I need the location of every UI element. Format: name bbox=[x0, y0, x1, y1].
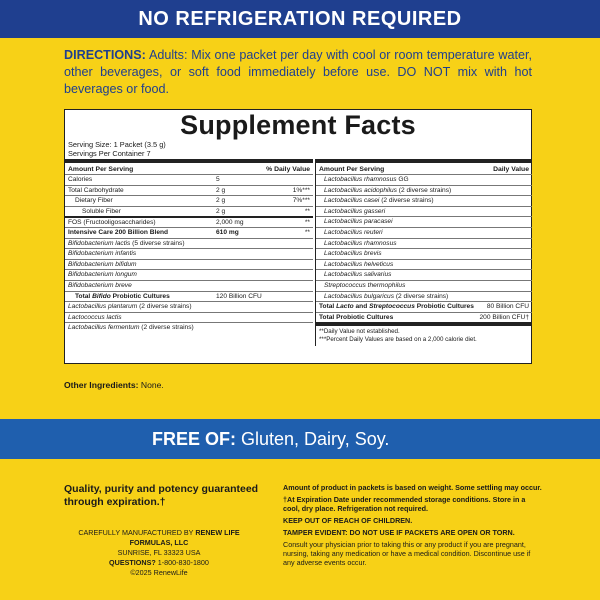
facts-row-name: Lactobacillus acidophilus (2 diverse strains) bbox=[324, 186, 452, 194]
facts-row-amount: 610 mg bbox=[216, 228, 239, 236]
total-probiotic-label: Total Probiotic Cultures bbox=[319, 313, 394, 321]
facts-row-name: Lactobacillus fermentum (2 diverse strains) bbox=[68, 324, 194, 332]
facts-row bbox=[316, 280, 532, 291]
facts-row bbox=[316, 238, 532, 249]
serving-size: Serving Size: 1 Packet (3.5 g) bbox=[68, 140, 166, 149]
facts-row bbox=[65, 227, 313, 238]
facts-row-name: Bifidobacterium breve bbox=[68, 281, 132, 289]
questions-line: QUESTIONS? 1-800-830-1800 bbox=[109, 558, 209, 567]
facts-row bbox=[65, 259, 313, 270]
facts-row-name: Soluble Fiber bbox=[82, 207, 121, 215]
facts-row bbox=[316, 216, 532, 227]
total-lacto-label: Total Lacto and Streptococcus Probiotic Cultures bbox=[319, 303, 474, 311]
copyright: ©2025 RenewLife bbox=[130, 568, 188, 577]
other-ingredients-value: None. bbox=[138, 380, 164, 390]
facts-row-name: Total Carbohydrate bbox=[68, 186, 124, 194]
facts-row-name: Bifidobacterium lactis (5 diverse strains) bbox=[68, 239, 185, 247]
left-column-header bbox=[65, 159, 313, 174]
right-header-dv: Daily Value bbox=[493, 166, 529, 173]
footnotes bbox=[316, 322, 532, 346]
note-consult: Consult your physician prior to taking this or any product if you are pregnant, nursing, taking any medication or have a medical condition. Discontinue use if any adverse events occur. bbox=[283, 540, 531, 567]
facts-row bbox=[316, 269, 532, 280]
facts-row bbox=[65, 312, 313, 323]
facts-row-amount: 2 g bbox=[216, 207, 226, 215]
facts-row-name: Lactobacillus gasseri bbox=[324, 207, 386, 215]
other-ingredients bbox=[64, 380, 164, 390]
facts-row-name: FOS (Fructooligosaccharides) bbox=[68, 219, 156, 227]
total-lacto-amount: 80 Billion CFU bbox=[486, 303, 529, 311]
note-settling: Amount of product in packets is based on weight. Some settling may occur. bbox=[283, 483, 542, 492]
facts-title: Supplement Facts bbox=[180, 110, 416, 140]
note-expiration: †At Expiration Date under recommended storage conditions. Store in a cool, dry place. Refrigeration not required. bbox=[283, 495, 526, 513]
facts-row-name: Calories bbox=[68, 176, 93, 183]
manufacturer-line: CAREFULLY MANUFACTURED BY RENEW LIFE FORMULAS, LLC bbox=[78, 528, 240, 547]
note-keep-out: KEEP OUT OF REACH OF CHILDREN. bbox=[283, 516, 413, 525]
facts-row-dv bbox=[274, 175, 310, 185]
facts-row-name: Lactobacillus bulgaricus (2 diverse strains) bbox=[324, 292, 449, 300]
manufacturer-info bbox=[64, 528, 254, 578]
facts-row bbox=[65, 280, 313, 291]
free-of-value: Gluten, Dairy, Soy. bbox=[236, 429, 390, 449]
facts-row-amount: 5 bbox=[216, 176, 220, 183]
facts-row-dv: ** bbox=[304, 219, 310, 227]
facts-row bbox=[65, 322, 313, 333]
facts-row bbox=[65, 291, 313, 302]
facts-row bbox=[65, 174, 313, 185]
quality-guarantee: Quality, purity and potency guaranteed through expiration.† bbox=[64, 483, 259, 508]
facts-row bbox=[316, 174, 532, 185]
facts-right-column bbox=[315, 159, 532, 346]
storage-notes bbox=[283, 483, 543, 570]
facts-row-name: Lactobacillus paracasei bbox=[324, 218, 393, 226]
left-header-dv: % Daily Value bbox=[266, 166, 310, 173]
footnote-percent-dv: ***Percent Daily Values are based on a 2,000 calorie diet. bbox=[319, 336, 477, 344]
facts-row bbox=[65, 216, 313, 227]
facts-row-name: Lactobacillus plantarum (2 diverse strains) bbox=[68, 303, 192, 311]
facts-row bbox=[316, 259, 532, 270]
facts-row bbox=[316, 291, 532, 302]
facts-row-name: Lactococcus lactis bbox=[68, 313, 122, 321]
free-of-label: FREE OF: bbox=[152, 429, 236, 449]
facts-row-amount: 2,000 mg bbox=[216, 219, 244, 227]
facts-row-name: Intensive Care 200 Billion Blend bbox=[68, 228, 169, 236]
directions-text: Adults: Mix one packet per day with cool or room temperature water, other beverages, or soft food immediately before use. DO NOT mix with hot beverages or food. bbox=[64, 48, 532, 96]
facts-row-dv: 1%*** bbox=[292, 186, 310, 194]
facts-row bbox=[65, 195, 313, 206]
facts-row-name: Lactobacillus reuteri bbox=[324, 228, 383, 236]
free-of-band bbox=[0, 419, 600, 459]
facts-row bbox=[65, 301, 313, 312]
facts-row-name: Lactobacillus casei (2 diverse strains) bbox=[324, 197, 434, 205]
other-ingredients-label: Other Ingredients: bbox=[64, 380, 139, 390]
facts-left-column bbox=[65, 159, 313, 333]
facts-row-name: Dietary Fiber bbox=[75, 197, 113, 205]
total-lacto-row bbox=[316, 301, 532, 312]
facts-row-name: Bifidobacterium infantis bbox=[68, 250, 137, 258]
facts-row-name: Lactobacillus salivarius bbox=[324, 271, 392, 279]
directions-label: DIRECTIONS: bbox=[64, 48, 146, 62]
facts-row-name: Lactobacillus rhamnosus bbox=[324, 239, 397, 247]
facts-row-amount: 2 g bbox=[216, 186, 226, 194]
servings-per-container: Servings Per Container 7 bbox=[68, 149, 151, 158]
directions bbox=[64, 47, 532, 98]
facts-row bbox=[316, 195, 532, 206]
facts-row bbox=[316, 206, 532, 217]
facts-row-dv: 7%*** bbox=[292, 197, 310, 205]
facts-row-dv: ** bbox=[304, 207, 310, 215]
footnote-dv-not-established: **Daily Value not established. bbox=[319, 328, 400, 336]
facts-row-dv: ** bbox=[304, 228, 310, 236]
total-probiotic-amount: 200 Billion CFU† bbox=[479, 313, 529, 321]
right-header-amount: Amount Per Serving bbox=[319, 166, 385, 173]
facts-row bbox=[65, 206, 313, 217]
facts-row-name: Lactobacillus rhamnosus GG bbox=[324, 176, 409, 183]
facts-row-amount: 120 Billion CFU bbox=[216, 292, 262, 300]
facts-row bbox=[65, 185, 313, 196]
top-banner: NO REFRIGERATION REQUIRED bbox=[0, 0, 600, 38]
facts-row bbox=[316, 185, 532, 196]
facts-row bbox=[65, 248, 313, 259]
facts-row-name: Lactobacillus helveticus bbox=[324, 260, 394, 268]
facts-row bbox=[65, 238, 313, 249]
supplement-facts-panel bbox=[64, 109, 532, 364]
facts-row-name: Bifidobacterium longum bbox=[68, 271, 137, 279]
facts-row-name: Total Bifido Probiotic Cultures bbox=[75, 292, 170, 300]
facts-row bbox=[65, 269, 313, 280]
facts-row-name: Bifidobacterium bifidum bbox=[68, 260, 137, 268]
note-tamper: TAMPER EVIDENT: DO NOT USE IF PACKETS ARE OPEN OR TORN. bbox=[283, 528, 515, 537]
facts-row bbox=[316, 248, 532, 259]
left-header-amount: Amount Per Serving bbox=[68, 166, 134, 173]
manufacturer-address: SUNRISE, FL 33323 USA bbox=[117, 548, 201, 557]
facts-row-name: Lactobacillus brevis bbox=[324, 250, 382, 258]
total-probiotic-row bbox=[316, 312, 532, 323]
right-column-header bbox=[316, 159, 532, 174]
facts-row bbox=[316, 227, 532, 238]
facts-row-name: Streptococcus thermophilus bbox=[324, 281, 406, 289]
facts-row-amount: 2 g bbox=[216, 197, 226, 205]
